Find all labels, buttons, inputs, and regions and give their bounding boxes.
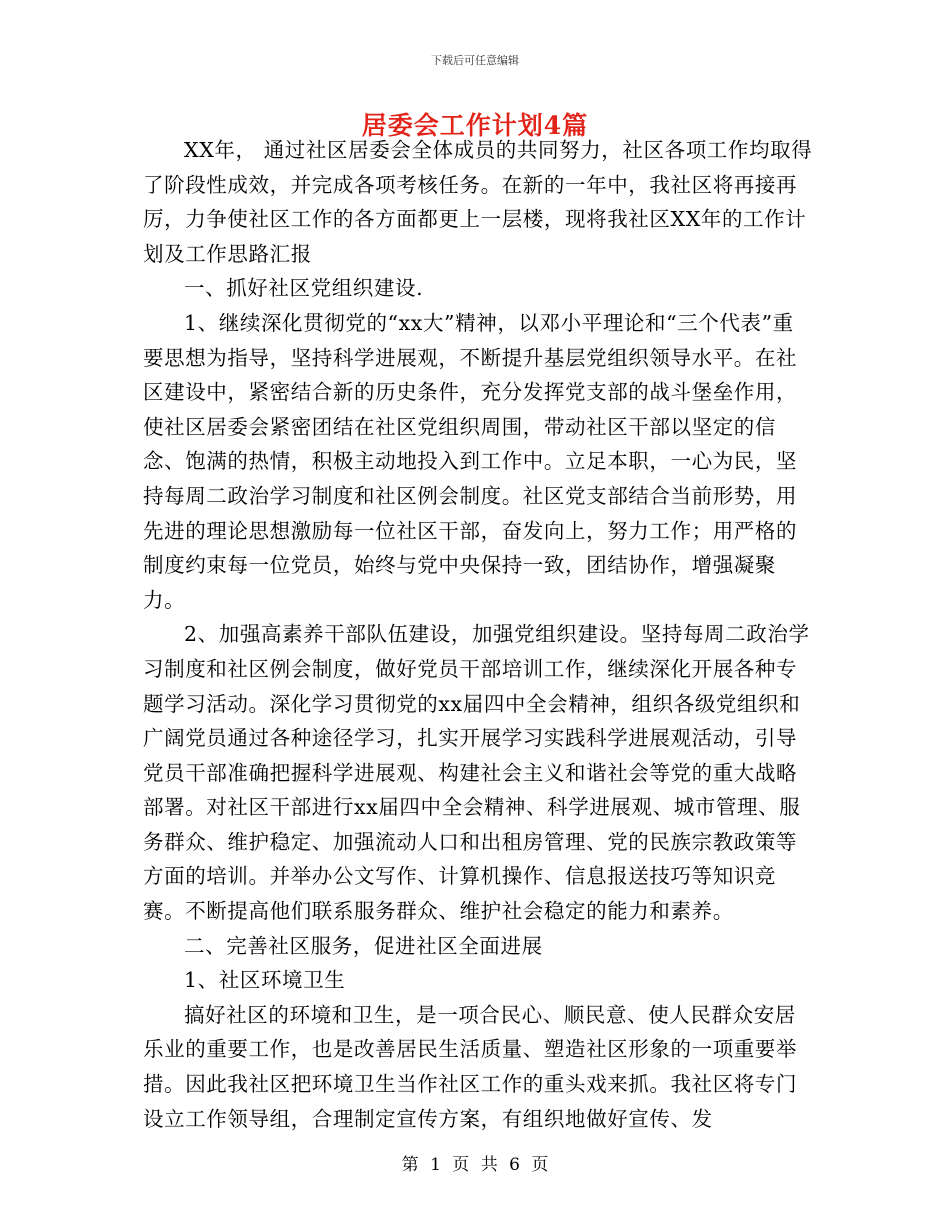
document-title: 居委会工作计划4篇 [361, 111, 589, 140]
paragraph-1-1: 1、继续深化贯彻党的“xx大”精神，以邓小平理论和“三个代表”重要思想为指导，坚持科学进展观，不断提升基层党组织领导水平。在社区建设中，紧密结合新的历史条件，充分发挥党支部的战斗堡垒作用，使社区居委会紧密团结在社区党组织周围，带动社区干部以坚定的信念、饱满的热情，积极主动地投入到工作中。立足本职，一心为民，坚持每周二政治学习制度和社区例会制度。社区党支部结合当前形势，用先进的理论思想激励每一位社区干部，奋发向上，努力工作；用严格的制度约束每一位党员，始终与党中央保持一致，团结协作，增强凝聚力。 [143, 310, 798, 612]
paragraph-intro: XX年， 通过社区居委会全体成员的共同努力，社区各项工作均取得了阶段性成效，并完成各项考核任务。在新的一年中，我社区将再接再厉，力争使社区工作的各方面都更上一层楼，现将我社区XX年的工作计划及工作思路汇报 [143, 138, 813, 266]
section-heading-1: 一、抓好社区党组织建设. [184, 276, 424, 301]
section-heading-2: 二、完善社区服务，促进社区全面进展 [184, 933, 543, 958]
document-body [143, 133, 813, 1136]
paragraph-2-1: 搞好社区的环境和卫生，是一项合民心、顺民意、使人民群众安居乐业的重要工作，也是改善居民生活质量、塑造社区形象的一项重要举措。因此我社区把环境卫生当作社区工作的重头戏来抓。我社区将专门设立工作领导组，合理制定宣传方案，有组织地做好宣传、发 [143, 1002, 798, 1131]
paragraph-1-2: 2、加强高素养干部队伍建设，加强党组织建设。坚持每周二政治学习制度和社区例会制度，做好党员干部培训工作，继续深化开展各种专题学习活动。深化学习贯彻党的xx届四中全会精神，组织各级党组织和广阔党员通过各种途径学习，扎实开展学习实践科学进展观活动，引导党员干部准确把握科学进展观、构建社会主义和谐社会等党的重大战略部署。对社区干部进行xx届四中全会精神、科学进展观、城市管理、服务群众、维护稳定、加强流动人口和出租房管理、党的民族宗教政策等方面的培训。并举办公文写作、计算机操作、信息报送技巧等知识竞赛。不断提高他们联系服务群众、维护社会稳定的能力和素养。 [143, 622, 810, 924]
subsection-heading-2-1: 1、社区环境卫生 [184, 968, 346, 993]
page-footer: 第 1 页 共 6 页 [401, 1155, 549, 1175]
header-note: 下载后可任意编辑 [431, 54, 519, 67]
